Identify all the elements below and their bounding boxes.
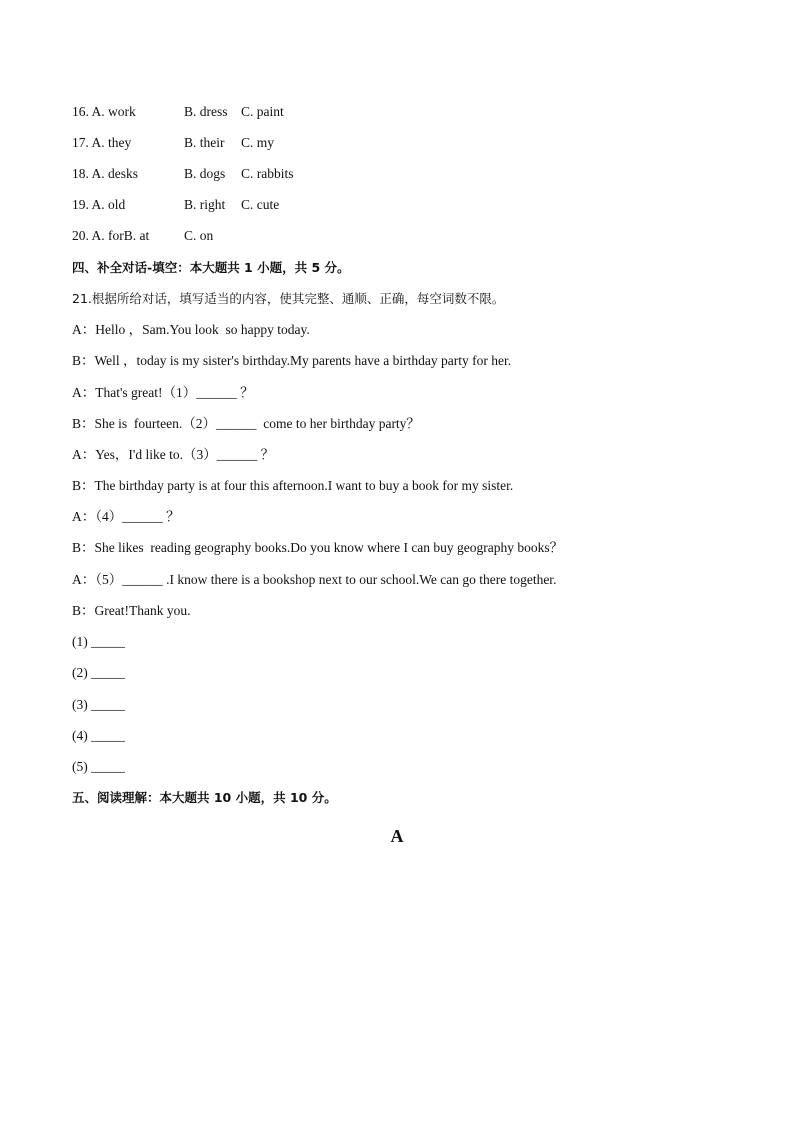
option-b: B. dress xyxy=(184,104,228,119)
answer-blank: (3) _____ xyxy=(72,697,125,712)
option-a: 20. A. forB. at xyxy=(72,228,150,243)
option-a: 18. A. desks xyxy=(72,166,139,181)
option-b: B. dogs xyxy=(184,166,226,181)
passage-title: A xyxy=(390,826,404,846)
option-a: 19. A. old xyxy=(72,197,126,212)
dialogue-line: B：Great!Thank you. xyxy=(72,603,191,618)
answer-blank: (2) _____ xyxy=(72,665,125,680)
option-b: B. their xyxy=(184,135,225,150)
question-21-instruction: 21.根据所给对话，填写适当的内容，使其完整、通顺、正确，每空词数不限。 xyxy=(72,291,505,306)
option-c: C. rabbits xyxy=(241,166,294,181)
dialogue-line: A：（5）______ .I know there is a bookshop next to our school.We can go there together. xyxy=(72,572,557,587)
option-c: C. paint xyxy=(241,104,284,119)
answer-blank: (4) _____ xyxy=(72,728,125,743)
section-4-heading: 四、补全对话-填空：本大题共 1 小题，共 5 分。 xyxy=(72,260,350,275)
dialogue-line: B：Well ，today is my sister's birthday.My parents have a birthday party for her. xyxy=(72,353,512,368)
dialogue-line: A：That's great!（1）______ ？ xyxy=(72,385,254,400)
option-b: C. on xyxy=(184,228,214,243)
dialogue-line: B：The birthday party is at four this afternoon.I want to buy a book for my sister. xyxy=(72,478,514,493)
option-c: C. cute xyxy=(241,197,280,212)
section-5-heading: 五、阅读理解：本大题共 10 小题，共 10 分。 xyxy=(72,790,337,805)
answer-blank: (1) _____ xyxy=(72,634,125,649)
dialogue-line: A：Yes，I'd like to.（3）______ ？ xyxy=(72,447,275,462)
dialogue-line: A：（4）______ ？ xyxy=(72,509,180,524)
option-a: 16. A. work xyxy=(72,104,136,119)
answer-blank: (5) _____ xyxy=(72,759,125,774)
option-b: B. right xyxy=(184,197,226,212)
dialogue-line: B：She likes reading geography books.Do you know where I can buy geography books？ xyxy=(72,540,564,555)
dialogue-line: A：Hello ，Sam.You look so happy today. xyxy=(72,322,310,337)
option-c: C. my xyxy=(241,135,275,150)
dialogue-line: B：She is fourteen.（2）______ come to her birthday party？ xyxy=(72,416,420,431)
option-a: 17. A. they xyxy=(72,135,132,150)
